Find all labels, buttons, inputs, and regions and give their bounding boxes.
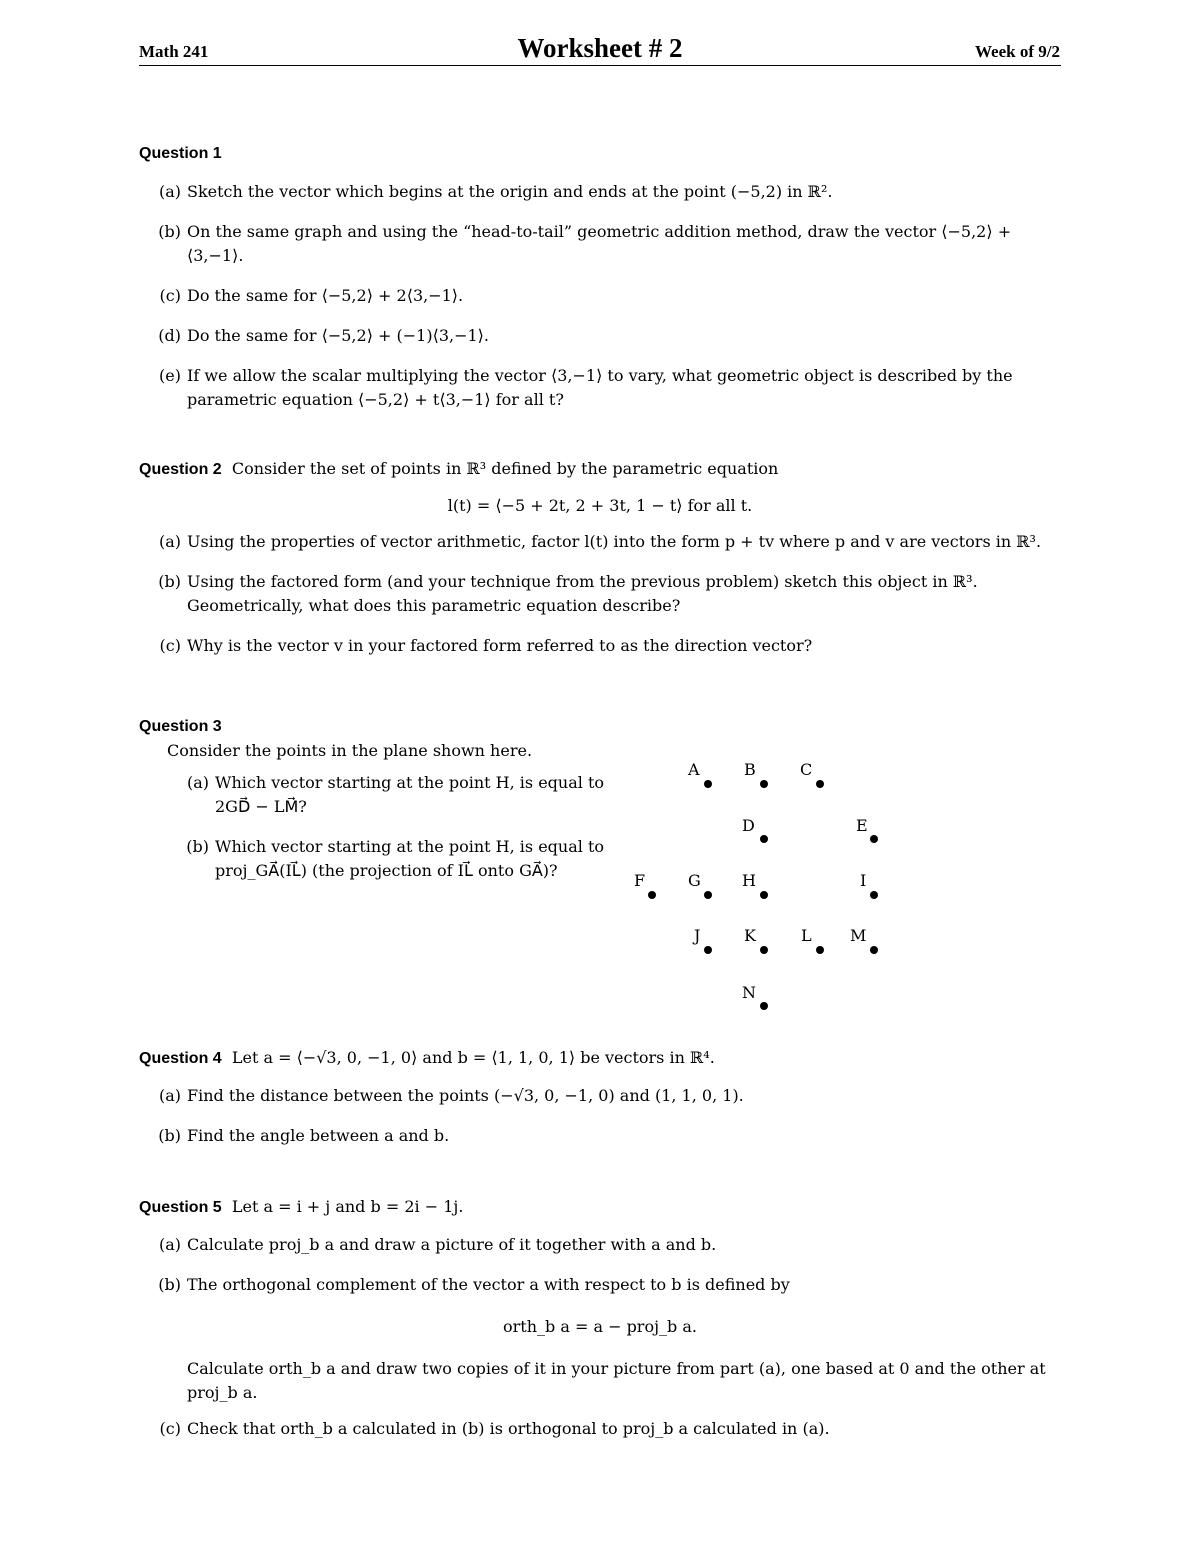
list-item: (c) Why is the vector v in your factored form referred to as the direction vector? — [159, 636, 813, 655]
point-label-c: C — [800, 760, 813, 779]
point-label-h: H — [742, 871, 756, 890]
point-label-i: I — [860, 871, 867, 890]
parametric-equation: l(t) = ⟨−5 + 2t, 2 + 3t, 1 − t⟩ for all t. — [447, 496, 753, 515]
point-label-k: K — [744, 926, 756, 945]
point-a — [704, 780, 712, 788]
question-1-heading: Question 1 — [139, 145, 222, 162]
point-label-e: E — [856, 816, 868, 835]
list-item: (a) Using the properties of vector arithmetic, factor l(t) into the form p + tv where p and v are vectors in ℝ³. — [158, 532, 1042, 551]
question-5-intro: Let a = i + j and b = 2i − 1j. — [231, 1197, 464, 1216]
question-2-intro: Consider the set of points in ℝ³ defined by the parametric equation — [231, 459, 779, 478]
list-item: (b) Find the angle between a and b. — [158, 1126, 450, 1145]
list-item: (d) Do the same for ⟨−5,2⟩ + (−1)⟨3,−1⟩. — [158, 326, 490, 345]
list-item: (a) Calculate proj_b a and draw a picture of it together with a and b. — [158, 1235, 717, 1254]
worksheet-title: Worksheet # 2 — [517, 33, 683, 63]
point-e — [870, 835, 878, 843]
point-label-a: A — [688, 760, 700, 779]
question-1 — [139, 142, 1061, 428]
list-item: (a) Which vector starting at the point H, is equal to 2GD⃗ − LM⃗? — [186, 773, 605, 816]
list-item: (e) If we allow the scalar multiplying the vector ⟨3,−1⟩ to vary, what geometric object is described by the parametric equation ⟨−5,2⟩ + t⟨3,−1⟩ for all t? — [159, 366, 1013, 409]
point-label-m: M — [850, 926, 867, 945]
point-d — [760, 835, 768, 843]
orth-equation: orth_b a = a − proj_b a. — [502, 1317, 697, 1336]
point-m — [870, 946, 878, 954]
list-item: (b) Using the factored form (and your technique from the previous problem) sketch this object in ℝ³. Geometrically, what does this parametric equation describe? — [158, 572, 978, 615]
question-5 — [139, 1195, 1061, 1457]
list-item: (a) Find the distance between the points (−√3, 0, −1, 0) and (1, 1, 0, 1). — [158, 1086, 744, 1105]
list-item: (c) Do the same for ⟨−5,2⟩ + 2⟨3,−1⟩. — [159, 286, 464, 305]
point-f — [648, 891, 656, 899]
point-label-d: D — [742, 816, 755, 835]
point-label-g: G — [688, 871, 701, 890]
orth-continuation: Calculate orth_b a and draw two copies of it in your picture from part (a), one based at 0 and the other at proj_b a. — [187, 1359, 1046, 1402]
list-item: (b) Which vector starting at the point H, is equal to proj_GA⃗(IL⃗) (the projection of IL⃗ onto GA⃗)? — [186, 837, 605, 880]
list-item: (a) Sketch the vector which begins at the origin and ends at the point (−5,2) in ℝ². — [158, 182, 833, 201]
question-4 — [139, 1046, 1061, 1164]
course-name: Math 241 — [139, 42, 209, 61]
point-label-l: L — [801, 926, 812, 945]
point-label-j: J — [694, 926, 701, 945]
point-n — [760, 1002, 768, 1010]
point-label-f: F — [634, 871, 646, 890]
point-g — [704, 891, 712, 899]
question-2 — [139, 457, 1061, 674]
point-i — [870, 891, 878, 899]
question-4-heading: Question 4 — [139, 1050, 222, 1067]
question-4-intro: Let a = ⟨−√3, 0, −1, 0⟩ and b = ⟨1, 1, 0, 1⟩ be vectors in ℝ⁴. — [231, 1048, 715, 1067]
question-5-heading: Question 5 — [139, 1199, 222, 1216]
header-rule — [139, 65, 1061, 66]
point-j — [704, 946, 712, 954]
list-item: (c) Check that orth_b a calculated in (b) is orthogonal to proj_b a calculated in (a). — [159, 1419, 830, 1438]
point-label-n: N — [742, 983, 756, 1002]
point-k — [760, 946, 768, 954]
point-c — [816, 780, 824, 788]
question-3-heading: Question 3 — [139, 718, 222, 735]
question-3 — [139, 715, 639, 899]
question-3-intro: Consider the points in the plane shown here. — [167, 741, 533, 760]
list-item: (b) The orthogonal complement of the vector a with respect to b is defined by — [158, 1275, 790, 1294]
point-l — [816, 946, 824, 954]
week-label: Week of 9/2 — [975, 42, 1060, 61]
point-h — [760, 891, 768, 899]
list-item: (b) On the same graph and using the “head-to-tail” geometric addition method, draw the vector ⟨−5,2⟩ + ⟨3,−1⟩. — [158, 222, 1012, 265]
point-b — [760, 780, 768, 788]
question-2-heading: Question 2 — [139, 461, 222, 478]
point-label-b: B — [744, 760, 756, 779]
